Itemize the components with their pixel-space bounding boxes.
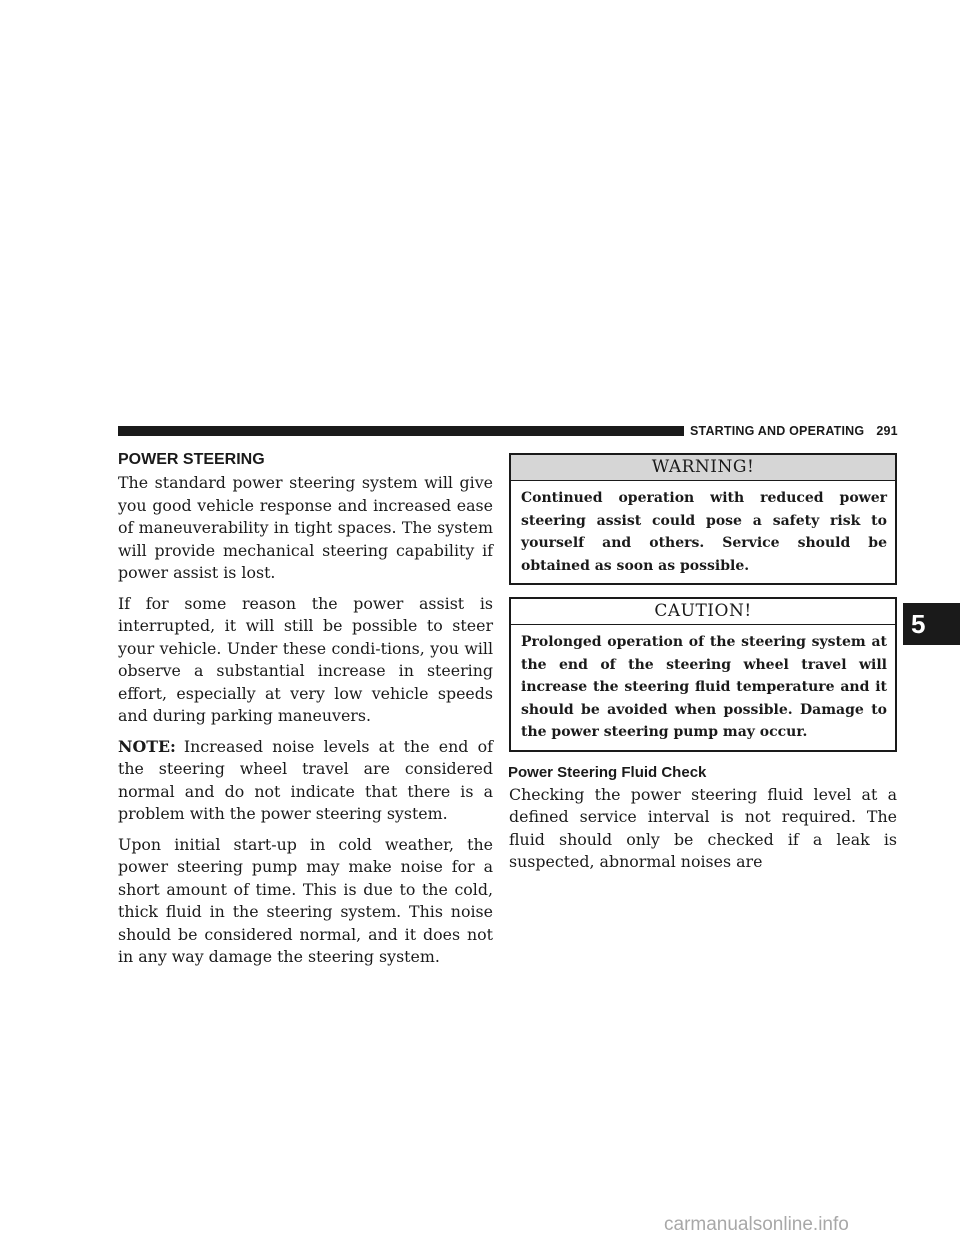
warning-text: Continued operation with reduced power steering assist could pose a safety risk to yourself and others. Service should be obtained as soon as possible. [521,490,887,574]
note-label: NOTE: [118,736,176,756]
caution-title: CAUTION! [511,599,895,625]
section-title: STARTING AND OPERATING [690,424,865,438]
header-rule [118,426,684,436]
paragraph: The standard power steering system will give you good vehicle response and increased ease of maneuverability in tight spaces. The system will provide mechanical steering capability if power assist is lost. [118,473,493,582]
caution-text: Prolonged operation of the steering system at the end of the steering wheel travel will increase the steering fluid temperature and it should be avoided when possible. Damage to the power steering pump may occur. [521,634,887,740]
right-column [509,453,897,874]
caution-box [509,597,897,752]
fluid-check-heading: Power Steering Fluid Check [508,763,707,781]
page-number: 291 [876,424,898,438]
left-column [118,450,493,977]
power-steering-heading: POWER STEERING [118,451,265,468]
fluid-check-paragraph: Checking the power steering fluid level at a defined service interval is not required. The fluid should only be checked if a leak is suspected, abnormal noises are [509,784,897,871]
paragraph: If for some reason the power assist is interrupted, it will still be possible to steer your vehicle. Under these condi-tions, you will observe a substantial increase in steering effort, especially at very low vehicle speeds and during parking maneuvers. [118,593,493,725]
warning-box [509,453,897,585]
note-text: Increased noise levels at the end of the steering wheel travel are considered normal and do not indicate that there is a problem with the power steering system. [118,736,493,823]
note-paragraph [118,736,493,826]
running-header [690,422,900,440]
chapter-tab: 5 [903,603,960,645]
paragraph: Upon initial start-up in cold weather, the power steering pump may make noise for a short amount of time. This is due to the cold, thick fluid in the steering system. This noise should be considered normal, and it does not in any way damage the steering system. [118,834,493,966]
watermark: carmanualsonline.info [664,1214,849,1235]
warning-title: WARNING! [511,455,895,481]
